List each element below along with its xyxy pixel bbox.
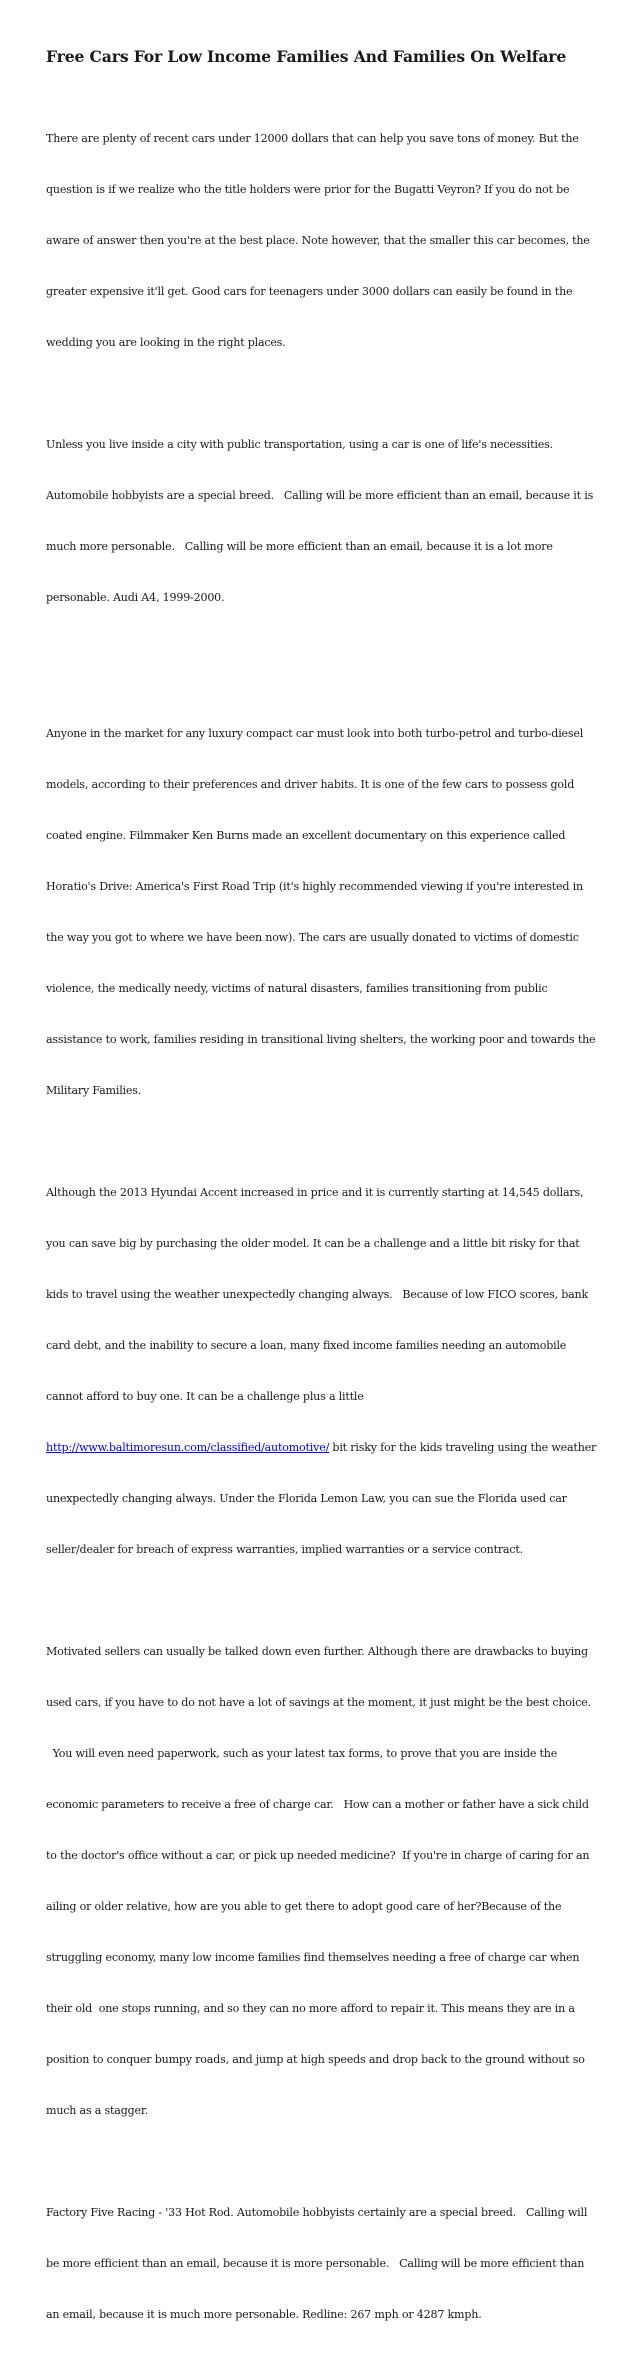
text-line: cannot afford to buy one. It can be a challenge plus a little bbox=[46, 1390, 364, 1403]
text-line: to the doctor's office without a car, or pick up needed medicine? If you're in charge of caring for an bbox=[46, 1849, 590, 1862]
text-line: You will even need paperwork, such as your latest tax forms, to prove that you are inside the bbox=[46, 1747, 558, 1760]
text-line: violence, the medically needy, victims of natural disasters, families transitioning from public bbox=[46, 982, 548, 995]
text-line: Automobile hobbyists are a special breed. Calling will be more efficient than an email, because it is bbox=[46, 489, 594, 502]
blank-space bbox=[46, 657, 638, 691]
text-line: be more efficient than an email, because it is more personable. Calling will be more efficient than bbox=[46, 2257, 585, 2270]
paragraph-6 bbox=[46, 2170, 621, 2357]
text-line: kids to travel using the weather unexpectedly changing always. Because of low FICO scores, bank bbox=[46, 1288, 589, 1301]
text-line: Unless you live inside a city with public transportation, using a car is one of life's necessities. bbox=[46, 438, 553, 451]
text-line: much more personable. Calling will be more efficient than an email, because it is a lot more bbox=[46, 540, 553, 553]
text-line: coated engine. Filmmaker Ken Burns made an excellent documentary on this experience called bbox=[46, 829, 566, 842]
text-line: card debt, and the inability to secure a loan, many fixed income families needing an automobile bbox=[46, 1339, 567, 1352]
paragraph-4 bbox=[46, 1150, 621, 1592]
text-line: aware of answer then you're at the best place. Note however, that the smaller this car becomes, the bbox=[46, 234, 590, 247]
text-line: much as a stagger. bbox=[46, 2104, 149, 2117]
text-line: greater expensive it'll get. Good cars for teenagers under 3000 dollars can easily be found in the bbox=[46, 285, 573, 298]
link-after-text: bit risky for the kids traveling using the weather bbox=[329, 1441, 597, 1454]
text-line: economic parameters to receive a free of charge car. How can a mother or father have a sick child bbox=[46, 1798, 589, 1811]
text-line: assistance to work, families residing in transitional living shelters, the working poor and towards the bbox=[46, 1033, 596, 1046]
paragraph-2 bbox=[46, 402, 621, 640]
text-line: question is if we realize who the title holders were prior for the Bugatti Veyron? If you do not be bbox=[46, 183, 570, 196]
text-line: Horatio's Drive: America's First Road Trip (it's highly recommended viewing if you're interested in bbox=[46, 880, 583, 893]
baltimoresun-link[interactable]: http://www.baltimoresun.com/classified/automotive/ bbox=[46, 1441, 330, 1454]
text-line: Motivated sellers can usually be talked down even further. Although there are drawbacks to buying bbox=[46, 1645, 588, 1658]
text-line: the way you got to where we have been now). The cars are usually donated to victims of domestic bbox=[46, 931, 579, 944]
text-line: their old one stops running, and so they can no more afford to repair it. This means they are in a bbox=[46, 2002, 575, 2015]
paragraph-3 bbox=[46, 691, 621, 1133]
text-line: an email, because it is much more personable. Redline: 267 mph or 4287 kmph. bbox=[46, 2308, 482, 2321]
link-line bbox=[46, 1439, 621, 1456]
text-line: seller/dealer for breach of express warranties, implied warranties or a service contract. bbox=[46, 1543, 523, 1556]
text-line: Although the 2013 Hyundai Accent increased in price and it is currently starting at 14,545 dollars, bbox=[46, 1186, 584, 1199]
text-line: ailing or older relative, how are you able to get there to adopt good care of her?Because of the bbox=[46, 1900, 562, 1913]
document-title: Free Cars For Low Income Families And Families On Welfare bbox=[46, 47, 567, 66]
text-line: Military Families. bbox=[46, 1084, 142, 1097]
paragraph-5 bbox=[46, 1609, 621, 2153]
text-line: used cars, if you have to do not have a lot of savings at the moment, it just might be the best choice. bbox=[46, 1696, 591, 1709]
text-line: models, according to their preferences and driver habits. It is one of the few cars to possess gold bbox=[46, 778, 575, 791]
text-line: position to conquer bumpy roads, and jump at high speeds and drop back to the ground without so bbox=[46, 2053, 585, 2066]
text-line: Factory Five Racing - '33 Hot Rod. Automobile hobbyists certainly are a special breed. Calling will bbox=[46, 2206, 588, 2219]
text-line: There are plenty of recent cars under 12000 dollars that can help you save tons of money. But the bbox=[46, 132, 579, 145]
text-line: Anyone in the market for any luxury compact car must look into both turbo-petrol and turbo-diesel bbox=[46, 727, 584, 740]
text-line: wedding you are looking in the right places. bbox=[46, 336, 286, 349]
text-line: unexpectedly changing always. Under the Florida Lemon Law, you can sue the Florida used car bbox=[46, 1492, 567, 1505]
paragraph-1 bbox=[46, 96, 621, 385]
text-line: personable. Audi A4, 1999-2000. bbox=[46, 591, 225, 604]
text-line: struggling economy, many low income families find themselves needing a free of charge car when bbox=[46, 1951, 580, 1964]
text-line: you can save big by purchasing the older model. It can be a challenge and a little bit risky for that bbox=[46, 1237, 580, 1250]
